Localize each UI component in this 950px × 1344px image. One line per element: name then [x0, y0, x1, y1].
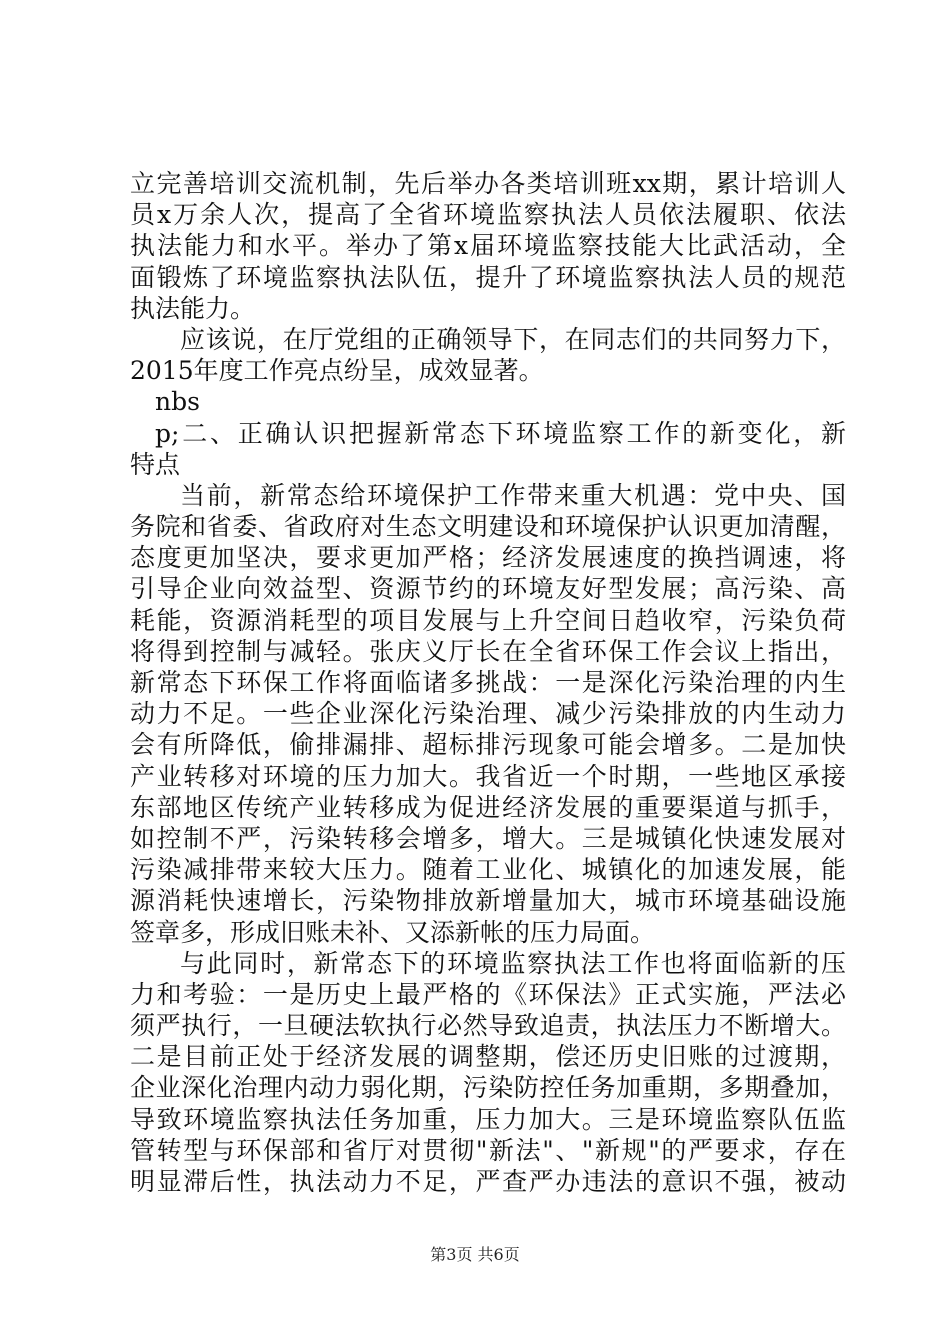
text-line: 新常态下环保工作将面临诸多挑战：一是深化污染治理的内生 — [130, 668, 846, 697]
text-line: 耗能，资源消耗型的项目发展与上升空间日趋收窄，污染负荷 — [130, 605, 846, 635]
text-line: 引导企业向效益型、资源节约的环境友好型发展；高污染、高 — [130, 574, 846, 604]
text-line: 企业深化治理内动力弱化期，污染防控任务加重期，多期叠加， — [130, 1073, 846, 1103]
text-line: 力和考验：一是历史上最严格的《环保法》正式实施，严法必 — [130, 979, 846, 1009]
page-number-footer: 第3页 共6页 — [430, 1245, 520, 1264]
text-line: 明显滞后性，执法动力不足，严查严办违法的意识不强，被动 — [130, 1167, 846, 1196]
text-line: 动力不足。一些企业深化污染治理、减少污染排放的内生动力 — [130, 699, 846, 729]
text-line: 员x万余人次，提高了全省环境监察执法人员依法履职、依法 — [130, 200, 846, 230]
text-line: 二是目前正处于经济发展的调整期，偿还历史旧账的过渡期， — [130, 1042, 846, 1072]
text-line: 东部地区传统产业转移成为促进经济发展的重要渠道与抓手， — [130, 792, 846, 822]
text-line: 面锻炼了环境监察执法队伍，提升了环境监察执法人员的规范 — [130, 262, 846, 292]
text-line: 立完善培训交流机制，先后举办各类培训班xx期，累计培训人 — [130, 169, 846, 198]
text-line: 执法能力和水平。举办了第x届环境监察技能大比武活动，全 — [130, 231, 846, 261]
section-heading-line: p;二、正确认识把握新常态下环境监察工作的新变化，新 — [155, 418, 846, 448]
document-body — [130, 168, 846, 1197]
text-line: 管转型与环保部和省厅对贯彻"新法"、"新规"的严要求，存在 — [130, 1135, 846, 1165]
paragraph-start-line: 当前，新常态给环境保护工作带来重大机遇：党中央、国 — [180, 480, 846, 510]
text-line: 执法能力。 — [130, 293, 256, 323]
paragraph-start-line: 应该说，在厅党组的正确领导下，在同志们的共同努力下， — [180, 324, 846, 354]
text-line: 将得到控制与减轻。张庆义厅长在全省环保工作会议上指出， — [130, 636, 846, 666]
text-line: 态度更加坚决，要求更加严格；经济发展速度的换挡调速，将 — [130, 543, 846, 573]
text-line: 签章多，形成旧账未补、又添新帐的压力局面。 — [130, 917, 656, 947]
text-line: 如控制不严，污染转移会增多，增大。三是城镇化快速发展对 — [130, 823, 846, 853]
text-line: 会有所降低，偷排漏排、超标排污现象可能会增多。二是加快 — [130, 730, 846, 760]
text-line: nbs — [155, 387, 200, 417]
paragraph-start-line: 与此同时，新常态下的环境监察执法工作也将面临新的压 — [180, 948, 846, 978]
text-line: 污染减排带来较大压力。随着工业化、城镇化的加速发展，能 — [130, 855, 846, 885]
text-line: 2015年度工作亮点纷呈，成效显著。 — [130, 356, 544, 386]
text-line: 产业转移对环境的压力加大。我省近一个时期，一些地区承接 — [130, 761, 846, 791]
text-line: 导致环境监察执法任务加重，压力加大。三是环境监察队伍监 — [130, 1104, 846, 1134]
text-line: 须严执行，一旦硬法软执行必然导致追责，执法压力不断增大。 — [130, 1011, 846, 1041]
text-line: 务院和省委、省政府对生态文明建设和环境保护认识更加清醒， — [130, 512, 846, 542]
section-heading-line: 特点 — [130, 449, 181, 479]
text-line: 源消耗快速增长，污染物排放新增量加大，城市环境基础设施 — [130, 886, 846, 916]
